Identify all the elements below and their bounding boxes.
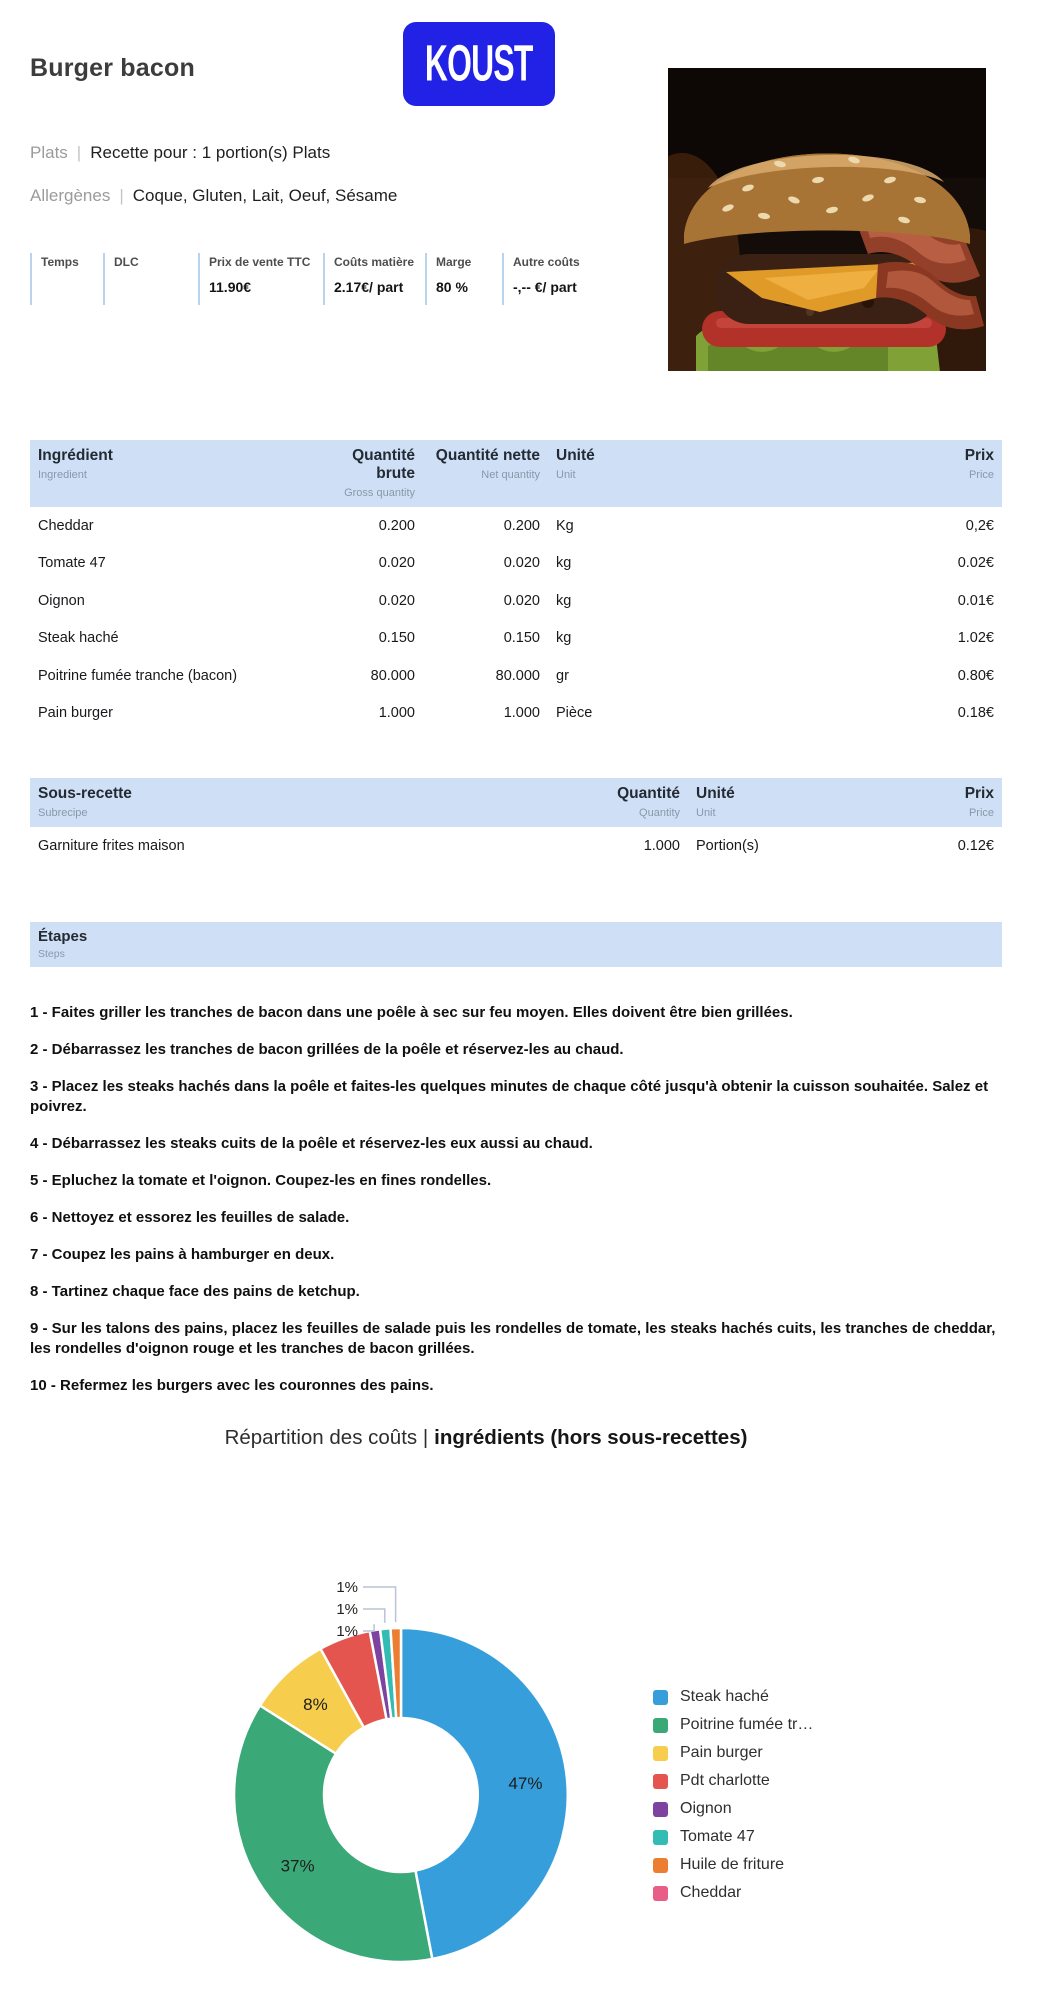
subrecipe-table-header [30,778,1002,827]
ingredients-rows [30,507,1002,732]
cell-price: 0.12€ [957,837,994,854]
cell-net: 0.200 [503,517,540,534]
cell-name: Tomate 47 [38,555,106,572]
stat-temps [30,253,103,305]
legend-label: Huile de friture [680,1856,785,1873]
category-value: Recette pour : 1 portion(s) Plats [90,143,331,162]
stat-autres-couts [502,253,652,305]
stat-couts-matiere-value: 2.17€/ part [334,279,404,295]
recipe-photo [668,68,986,371]
document-body [30,440,1002,1450]
step-2: 2 - Débarrassez les tranches de bacon grillées de la poêle et réservez-les au chaud. [30,1040,624,1058]
cell-name: Oignon [38,592,85,609]
step-8: 8 - Tartinez chaque face des pains de ketchup. [30,1282,360,1300]
chart-title-regular: Répartition des coûts | [224,1425,429,1449]
steps-subtitle: Steps [38,947,65,960]
step-9: 9 - Sur les talons des pains, placez les feuilles de salade puis les rondelles de tomate, les steaks hachés cuits, les tranches de cheddar, les rondelles d'oignon rouge et les tranches de bacon grillées. [30,1319,996,1357]
table-row-pain-burger [30,695,1002,733]
cell-net: 0.150 [503,630,540,647]
stat-prix-vente-label: Prix de vente TTC [209,255,311,269]
legend-label: Poitrine fumée tr… [680,1716,814,1733]
legend-swatch [653,1774,668,1789]
legend-item-cheddar [653,1879,813,1907]
legend-item-steak-hach [653,1683,813,1711]
legend-label: Pain burger [680,1744,763,1761]
step-4: 4 - Débarrassez les steaks cuits de la poêle et réservez-les eux aussi au chaud. [30,1134,593,1152]
allergens-separator: | [119,186,124,205]
legend-item-tomate-47 [653,1823,813,1851]
stat-dlc-value [114,279,198,295]
chart-title [30,1426,1002,1450]
table-row-steak-hach [30,620,1002,658]
stat-temps-label: Temps [41,255,79,269]
stat-prix-vente-value: 11.90€ [209,279,252,295]
cell-unit: Kg [556,517,574,534]
legend-item-pain-burger [653,1739,813,1767]
cell-unit: kg [556,555,572,572]
stat-autres-couts-label: Autre coûts [513,255,580,269]
cell-gross: 0.200 [378,517,415,534]
col-unit: Unité Unit [556,447,595,481]
ingredients-table-header [30,440,1002,507]
table-row-oignon [30,582,1002,620]
cell-price: 0.80€ [957,667,994,684]
koust-logo [403,22,555,106]
legend-swatch [653,1858,668,1873]
cell-gross: 80.000 [370,667,415,684]
cell-gross: 0.020 [378,592,415,609]
cell-name: Steak haché [38,630,119,647]
category-line [30,143,330,163]
col-ingredient: Ingrédient Ingredient [38,447,113,481]
category-label: Plats [30,143,68,162]
step-10: 10 - Refermez les burgers avec les couronnes des pains. [30,1376,434,1394]
col-net: Quantité nette Net quantity [435,447,540,481]
cell-name: Pain burger [38,705,113,722]
legend-swatch [653,1718,668,1733]
cell-net: 1.000 [503,705,540,722]
cell-gross: 1.000 [378,705,415,722]
col-subrecipe: Sous-recette Subrecipe [38,785,132,819]
step-3: 3 - Placez les steaks hachés dans la poêle et faites-les quelques minutes de chaque côté jusqu'à obtenir la cuisson souhaitée. Salez et poivrez. [30,1077,989,1115]
cell-unit: gr [556,667,569,684]
burger-photo-illustration [668,68,986,371]
allergens-label: Allergènes [30,186,111,205]
cell-name: Poitrine fumée tranche (bacon) [38,667,238,684]
legend-label: Oignon [680,1800,732,1817]
legend-swatch [653,1886,668,1901]
stat-marge-label: Marge [436,255,472,269]
legend-item-huile-de-friture [653,1851,813,1879]
steps-list [30,1003,1002,1396]
chart-title-bold: ingrédients (hors sous-recettes) [434,1425,748,1449]
subrecipe-rows [30,827,1002,865]
stats-strip [30,253,652,305]
table-row-poitrine-fum-e-tranche-bacon [30,657,1002,695]
legend-swatch [653,1802,668,1817]
stat-autres-couts-value: -,-- €/ part [513,279,577,295]
slice-label: 8% [303,1694,328,1714]
donut-slice-steak-hach [401,1628,568,1959]
legend-swatch [653,1830,668,1845]
label-leader-line-tomate-47 [363,1609,385,1623]
table-row-tomate-47 [30,545,1002,583]
cost-donut-chart [0,1520,1050,2000]
step-1: 1 - Faites griller les tranches de bacon dans une poêle à sec sur feu moyen. Elles doivent être bien grillées. [30,1003,793,1021]
koust-logo-text: KOUST [425,35,533,92]
label-leader-line-huile-de-friture [363,1587,396,1622]
cell-price: 0.18€ [957,705,994,722]
legend-item-poitrine-fum-e-tr [653,1711,813,1739]
slice-label: 47% [508,1774,543,1794]
slice-label-oignon: 1% [336,1623,358,1640]
stat-temps-value [41,279,103,295]
stat-couts-matiere [323,253,425,305]
cell-unit: kg [556,630,572,647]
step-6: 6 - Nettoyez et essorez les feuilles de salade. [30,1208,350,1226]
cell-price: 0.01€ [957,592,994,609]
stat-marge-value: 80 % [436,279,468,295]
cell-net: 0.020 [503,592,540,609]
page-title: Burger bacon [30,54,195,82]
col-subrecipe-price: Prix Price [964,785,994,819]
cell-unit: Portion(s) [696,837,759,854]
cell-gross: 0.020 [378,555,415,572]
col-subrecipe-qty: Quantité Quantity [617,785,680,819]
cell-net: 0.020 [503,555,540,572]
stat-marge [425,253,502,305]
cell-gross: 0.150 [378,630,415,647]
legend-item-oignon [653,1795,813,1823]
col-gross: Quantité brute Gross quantity [344,447,415,499]
table-row-cheddar [30,507,1002,545]
slice-label-huile-de-friture: 1% [336,1579,358,1596]
stat-prix-vente [198,253,323,305]
steps-header [30,922,1002,967]
cell-unit: kg [556,592,572,609]
cell-price: 1.02€ [957,630,994,647]
category-separator: | [76,143,82,162]
slice-label-tomate-47: 1% [336,1601,358,1618]
steps-title: Étapes [38,927,88,945]
table-row-garniture-frites-maison [30,827,1002,865]
stat-dlc [103,253,198,305]
chart-legend [653,1683,813,1907]
cell-name: Cheddar [38,517,94,534]
cell-price: 0,2€ [965,517,994,534]
cell-unit: Pièce [556,705,593,722]
allergens-value: Coque, Gluten, Lait, Oeuf, Sésame [132,186,398,205]
step-7: 7 - Coupez les pains à hamburger en deux. [30,1245,335,1263]
cell-net: 80.000 [495,667,540,684]
legend-label: Steak haché [680,1688,769,1705]
stat-dlc-label: DLC [114,255,139,269]
slice-label: 37% [280,1856,315,1876]
legend-label: Cheddar [680,1884,742,1901]
col-price: Prix Price [964,447,994,481]
cell-qty: 1.000 [643,837,680,854]
col-subrecipe-unit: Unité Unit [696,785,735,819]
legend-item-pdt-charlotte [653,1767,813,1795]
cell-price: 0.02€ [957,555,994,572]
legend-swatch [653,1690,668,1705]
stat-couts-matiere-label: Coûts matière [334,255,415,269]
allergens-line [30,186,397,206]
cell-name: Garniture frites maison [38,837,185,854]
legend-label: Pdt charlotte [680,1772,770,1789]
legend-label: Tomate 47 [680,1828,755,1845]
legend-swatch [653,1746,668,1761]
step-5: 5 - Epluchez la tomate et l'oignon. Coupez-les en fines rondelles. [30,1171,492,1189]
